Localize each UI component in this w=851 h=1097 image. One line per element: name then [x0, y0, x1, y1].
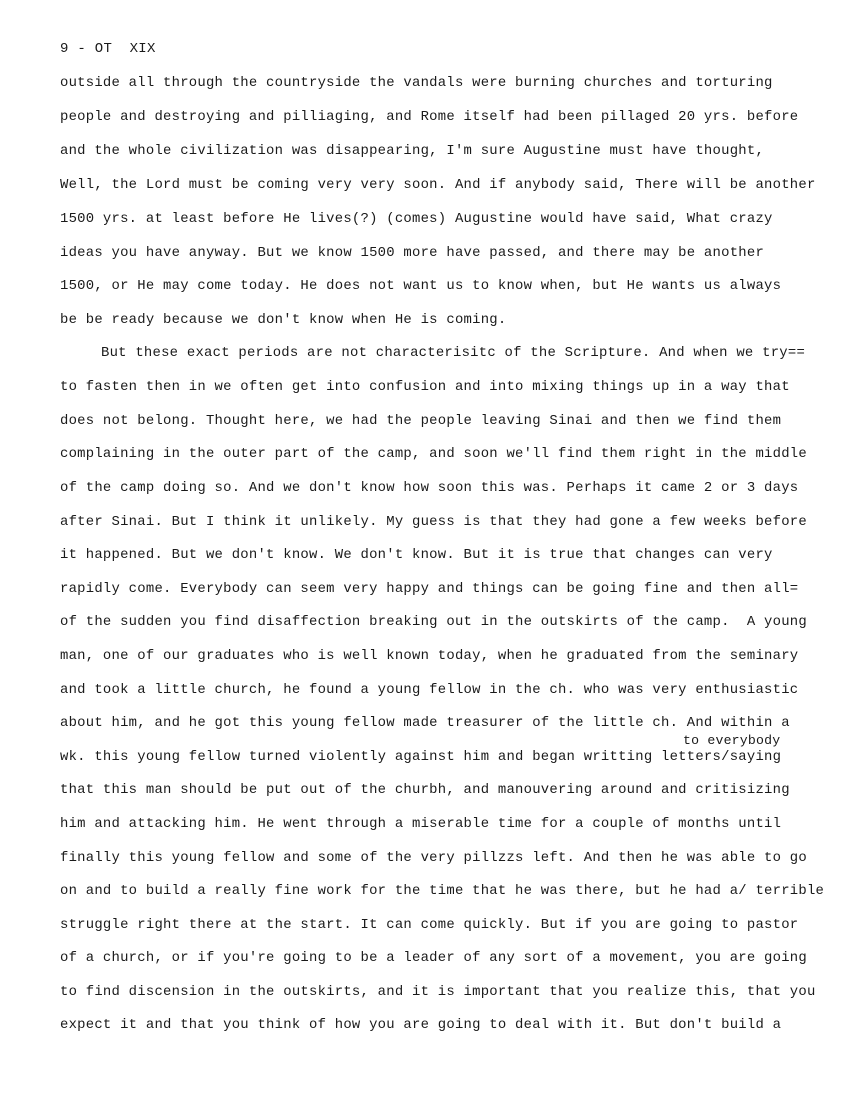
text-line: 1500, or He may come today. He does not want us to know when, but He wants us always [60, 278, 782, 294]
text-line: of a church, or if you're going to be a leader of any sort of a movement, you are going [60, 950, 807, 966]
text-line: be be ready because we don't know when He is coming. [60, 312, 507, 328]
text-line: it happened. But we don't know. We don't know. But it is true that changes can very [60, 547, 773, 563]
text-line: him and attacking him. He went through a miserable time for a couple of months until [60, 816, 782, 832]
text-line: rapidly come. Everybody can seem very happy and things can be going fine and then all= [60, 581, 799, 597]
text-line: on and to build a really fine work for the time that he was there, but he had a/ terrible [60, 883, 825, 899]
text-line: does not belong. Thought here, we had the people leaving Sinai and then we find them [60, 413, 782, 429]
text-line: and the whole civilization was disappearing, I'm sure Augustine must have thought, [60, 143, 765, 159]
text-line: of the sudden you find disaffection breaking out in the outskirts of the camp. A young [60, 614, 807, 630]
text-line: after Sinai. But I think it unlikely. My guess is that they had gone a few weeks before [60, 514, 807, 530]
paragraph-start-line: But these exact periods are not characterisitc of the Scripture. And when we try== [101, 345, 806, 361]
text-line: people and destroying and pilliaging, and Rome itself had been pillaged 20 yrs. before [60, 109, 799, 125]
text-line: to fasten then in we often get into confusion and into mixing things up in a way that [60, 379, 790, 395]
text-line: outside all through the countryside the vandals were burning churches and torturing [60, 75, 773, 91]
text-line: of the camp doing so. And we don't know how soon this was. Perhaps it came 2 or 3 days [60, 480, 799, 496]
text-line: man, one of our graduates who is well known today, when he graduated from the seminary [60, 648, 799, 664]
text-line: Well, the Lord must be coming very very soon. And if anybody said, There will be another [60, 177, 816, 193]
text-line: 1500 yrs. at least before He lives(?) (comes) Augustine would have said, What crazy [60, 211, 773, 227]
text-line: finally this young fellow and some of the very pillzzs left. And then he was able to go [60, 850, 807, 866]
text-line: struggle right there at the start. It can come quickly. But if you are going to pastor [60, 917, 799, 933]
interlinear-insertion: to everybody [683, 733, 781, 748]
text-line: that this man should be put out of the churbh, and manouvering around and critisizing [60, 782, 790, 798]
text-line: complaining in the outer part of the camp, and soon we'll find them right in the middle [60, 446, 807, 462]
text-line: wk. this young fellow turned violently against him and began writting letters/saying [60, 749, 782, 765]
text-line: to find discension in the outskirts, and it is important that you realize this, that you [60, 984, 816, 1000]
text-line: ideas you have anyway. But we know 1500 more have passed, and there may be another [60, 245, 765, 261]
text-line: expect it and that you think of how you are going to deal with it. But don't build a [60, 1017, 782, 1033]
page-header: 9 - OT XIX [60, 41, 156, 57]
text-line: and took a little church, he found a young fellow in the ch. who was very enthusiastic [60, 682, 799, 698]
text-line: about him, and he got this young fellow made treasurer of the little ch. And within a [60, 715, 790, 731]
